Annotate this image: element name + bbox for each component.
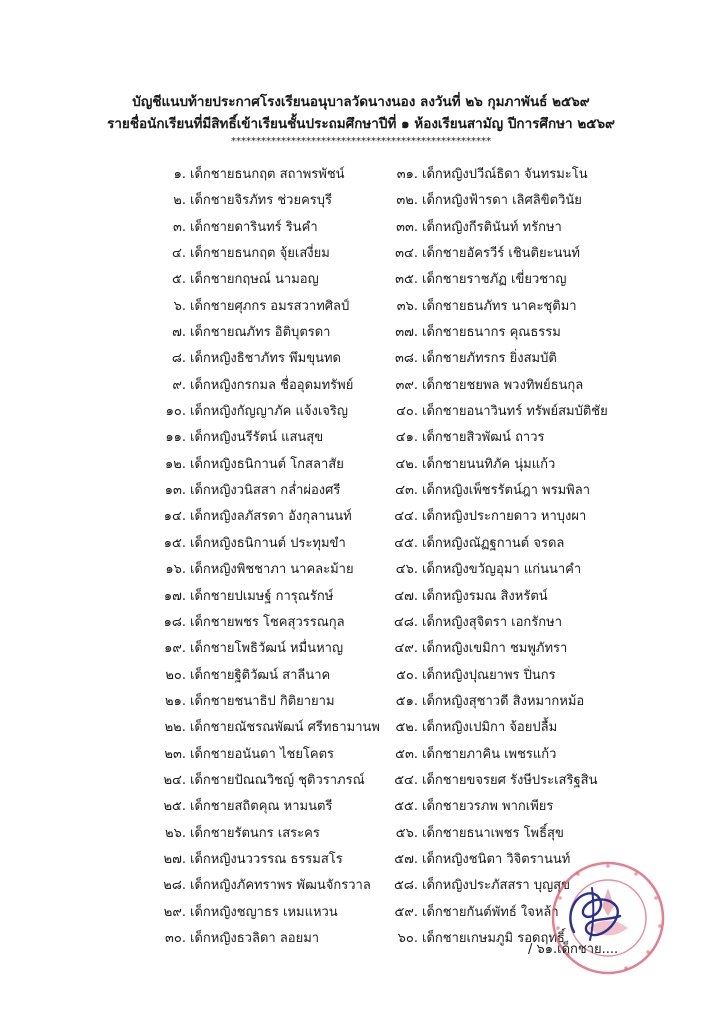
student-name: เด็กชายธนาเพชร โพธิ์สุข xyxy=(422,825,564,841)
student-row xyxy=(140,399,380,425)
student-row xyxy=(140,768,380,794)
student-name: เด็กหญิงนววรรณ ธรรมสโร xyxy=(190,851,343,867)
student-name: เด็กชายสิวพัฒน์ ถาวร xyxy=(422,430,545,446)
student-number: ๒. xyxy=(173,193,186,209)
student-number: ๙. xyxy=(172,377,186,393)
student-row xyxy=(140,294,380,320)
student-name: เด็กหญิงกรกมล ชื่ออุดมทรัพย์ xyxy=(190,377,354,393)
student-row xyxy=(368,584,668,610)
student-row xyxy=(140,557,380,583)
student-row xyxy=(368,162,668,188)
student-name: เด็กชายธนกฤต จุ้ยเสงี่ยม xyxy=(190,246,330,262)
student-row xyxy=(140,241,380,267)
announcement-title: บัญชีแนบท้ายประกาศโรงเรียนอนุบาลวัดนางนอง ลงวันที่ ๒๖ กุมภาพันธ์ ๒๕๖๙ xyxy=(132,94,590,110)
student-name: เด็กหญิงประกายดาว หาบุงผา xyxy=(422,509,587,525)
student-name: เด็กชายอนันดา ไชยโคตร xyxy=(190,746,335,762)
student-row xyxy=(368,320,668,346)
student-number: ๓๒. xyxy=(396,193,418,209)
student-row xyxy=(368,294,668,320)
student-row xyxy=(140,267,380,293)
student-row xyxy=(140,636,380,662)
student-number: ๔๘. xyxy=(393,614,418,630)
student-number: ๔๑. xyxy=(395,430,418,446)
student-number: ๕๘. xyxy=(393,878,418,894)
student-number: ๕๓. xyxy=(395,746,418,762)
student-number: ๑๗. xyxy=(163,588,186,604)
student-row xyxy=(368,531,668,557)
student-name: เด็กชายศุภกร อมรสวาทศิลป์ xyxy=(190,298,350,314)
student-name: เด็กหญิงเพ็ชรรัตน์ฎา พรมพิลา xyxy=(422,483,590,499)
student-row xyxy=(140,346,380,372)
student-number: ๔๕. xyxy=(394,535,418,551)
student-row xyxy=(140,715,380,741)
student-row xyxy=(368,768,668,794)
student-row xyxy=(140,900,380,926)
student-name: เด็กชายวรภพ พากเพียร xyxy=(422,799,554,815)
student-number: ๔๒. xyxy=(395,456,418,472)
student-number: ๑๘. xyxy=(163,614,186,630)
student-number: ๓๐. xyxy=(165,930,186,946)
student-number: ๑๒. xyxy=(165,456,186,472)
student-row xyxy=(140,742,380,768)
student-name: เด็กหญิงณัฏฐกานต์ จรดล xyxy=(422,535,565,551)
student-name: เด็กหญิงปวีณ์ธิดา จันทรมะโน xyxy=(422,167,588,182)
student-number: ๔๐. xyxy=(396,404,418,420)
student-number: ๑๑. xyxy=(165,430,186,446)
student-number: ๕๒. xyxy=(395,720,418,736)
student-number: ๒๗. xyxy=(163,851,186,867)
student-row xyxy=(140,794,380,820)
student-name: เด็กหญิงสุจิตรา เอกรักษา xyxy=(422,614,563,630)
student-name: เด็กหญิงรมณ สิงหรัตน์ xyxy=(422,588,548,604)
student-name: เด็กหญิงภัคทราพร พัฒนจักรวาล xyxy=(190,878,371,894)
student-number: ๓. xyxy=(172,219,186,235)
student-number: ๔. xyxy=(172,246,186,262)
continuation-note: / ๖๑.เด็กชาย.... xyxy=(528,942,619,957)
student-row xyxy=(368,478,668,504)
student-name: เด็กหญิงลภัสรดา อังกุลานนท์ xyxy=(190,509,352,525)
student-row xyxy=(368,715,668,741)
student-number: ๕๙. xyxy=(394,904,418,920)
student-name: เด็กหญิงวนิสสา กล่ำผ่องศรี xyxy=(190,483,341,499)
student-row xyxy=(368,742,668,768)
student-list-left xyxy=(140,162,380,952)
student-name: เด็กชายดารินทร์ รินคำ xyxy=(190,219,318,235)
student-number: ๑๔. xyxy=(163,509,186,525)
student-number: ๕๕. xyxy=(394,799,418,815)
student-name: เด็กชายกฤษณ์ นามอญ xyxy=(190,272,319,288)
student-number: ๒๔. xyxy=(163,772,186,788)
student-row xyxy=(140,873,380,899)
student-row xyxy=(368,452,668,478)
student-name: เด็กชายสถิตคุณ หามนตรี xyxy=(190,799,333,815)
student-number: ๕๐. xyxy=(396,667,418,683)
student-number: ๖๐. xyxy=(397,930,418,946)
student-name: เด็กหญิงปุณยาพร ปิ่นกร xyxy=(422,667,556,683)
student-number: ๓๘. xyxy=(394,351,418,367)
student-number: ๑๙. xyxy=(164,641,186,657)
student-name: เด็กชายณัชรณพัฒน์ ศรีทธามานพ xyxy=(189,720,380,736)
student-row xyxy=(368,821,668,847)
student-name: เด็กหญิงธนิกานต์ ประทุมขำ xyxy=(190,535,346,551)
student-number: ๔๗. xyxy=(394,588,418,604)
student-row xyxy=(140,531,380,557)
student-number: ๔๙. xyxy=(394,641,418,657)
student-number: ๒๖. xyxy=(165,825,186,841)
student-row xyxy=(368,557,668,583)
student-name: เด็กชายนนทิภัค นุ่มแก้ว xyxy=(422,456,556,472)
student-row xyxy=(368,267,668,293)
student-name: เด็กหญิงเปมิกา จ้อยปลื้ม xyxy=(422,720,558,736)
student-name: เด็กชายโพธิวัฒน์ หมื่นหาญ xyxy=(190,641,344,657)
student-name: เด็กชายภัทรกร ยิ่งสมบัติ xyxy=(422,351,557,367)
student-number: ๓๖. xyxy=(396,298,418,314)
student-row xyxy=(368,504,668,530)
student-row xyxy=(140,188,380,214)
student-row xyxy=(140,425,380,451)
student-row xyxy=(368,610,668,636)
student-name: เด็กชายกันต์พัทธ์ ใจหล้า xyxy=(422,904,559,920)
student-number: ๑. xyxy=(173,167,186,182)
student-name: เด็กชายปัณณวิชญ์ ชุติวราภรณ์ xyxy=(190,772,365,788)
student-number: ๕. xyxy=(172,272,186,288)
student-name: เด็กชายธนกฤต สถาพรพัชน์ xyxy=(190,167,345,182)
student-number: ๗. xyxy=(172,325,186,341)
student-name: เด็กหญิงธนิกานต์ โกสลาสัย xyxy=(190,456,344,472)
student-number: ๓๙. xyxy=(395,377,418,393)
student-row xyxy=(140,373,380,399)
student-number: ๕๗. xyxy=(394,851,418,867)
student-number: ๒๘. xyxy=(163,878,186,894)
student-row xyxy=(368,689,668,715)
student-number: ๑๕. xyxy=(163,535,186,551)
student-row xyxy=(140,926,380,952)
student-number: ๑๓. xyxy=(164,483,186,499)
student-row xyxy=(140,689,380,715)
student-name: เด็กชายราชภัฏ เขี่ยวชาญ xyxy=(422,272,567,288)
student-list-right xyxy=(368,162,668,952)
student-number: ๔๔. xyxy=(394,509,418,525)
student-name: เด็กหญิงชญาธร เหมแหวน xyxy=(190,904,338,920)
student-number: ๒๑. xyxy=(165,693,186,709)
student-name: เด็กหญิงธวลิดา ลอยมา xyxy=(190,930,320,946)
student-name: เด็กชายอนาวินทร์ ทรัพย์สมบัติชัย xyxy=(422,404,608,420)
student-name: เด็กชายเกษมภูมิ รอดฤทธิ์ xyxy=(422,930,565,946)
student-name: เด็กชายปเมษฐ์ การุณรักษ์ xyxy=(190,588,334,604)
student-number: ๒๒. xyxy=(164,720,186,736)
student-name: เด็กหญิงขวัญอุมา แก่นนาคำ xyxy=(422,562,582,578)
student-number: ๘. xyxy=(171,351,186,367)
student-row xyxy=(368,636,668,662)
student-row xyxy=(140,478,380,504)
student-name: เด็กชายจิรภัทร ช่วยครบุรี xyxy=(190,193,333,209)
student-row xyxy=(140,847,380,873)
student-name: เด็กหญิงชนิตา วิจิตรานนท์ xyxy=(422,851,571,867)
student-number: ๑๖. xyxy=(165,562,186,578)
student-number: ๓๑. xyxy=(396,167,418,182)
student-number: ๖. xyxy=(173,298,186,314)
student-row xyxy=(368,188,668,214)
student-row xyxy=(368,241,668,267)
student-number: ๓๓. xyxy=(396,219,418,235)
student-row xyxy=(140,610,380,636)
student-name: เด็กชายภาคิน เพชรแก้ว xyxy=(422,746,557,762)
student-row xyxy=(368,663,668,689)
student-number: ๕๑. xyxy=(395,693,418,709)
student-name: เด็กชายรัตนกร เสระคร xyxy=(190,825,320,841)
student-name: เด็กชายณภัทร อิติบุตรดา xyxy=(190,325,331,341)
student-number: ๒๓. xyxy=(164,746,186,762)
student-name: เด็กหญิงสุชาวดี สิงหมากหม้อ xyxy=(422,693,585,709)
student-row xyxy=(140,452,380,478)
student-row xyxy=(140,663,380,689)
student-name: เด็กหญิงเขมิกา ชมพูภัทรา xyxy=(422,641,568,657)
student-name: เด็กหญิงฟ้ารดา เลิศลิขิตวินัย xyxy=(422,193,582,209)
student-name: เด็กหญิงกัญญาภัค แจ้งเจริญ xyxy=(190,404,348,420)
student-row xyxy=(368,399,668,425)
student-row xyxy=(140,162,380,188)
list-title: รายชื่อนักเรียนที่มีสิทธิ์เข้าเรียนชั้นประถมศึกษาปีที่ ๑ ห้องเรียนสามัญ ปีการศึกษา ๒๕๖๙ xyxy=(107,116,615,132)
student-name: เด็กหญิงกีรตินันท์ ทรักษา xyxy=(422,219,562,235)
student-name: เด็กชายอัครวีร์ เชินติยะนนท์ xyxy=(422,246,580,262)
student-name: เด็กชายธนภัทร นาคะชุติมา xyxy=(422,298,577,314)
student-number: ๓๔. xyxy=(395,246,418,262)
student-number: ๑๐. xyxy=(165,404,186,420)
student-name: เด็กหญิงพิชชาภา นาคละม้าย xyxy=(190,562,354,578)
student-name: เด็กหญิงนรีรัตน์ แสนสุข xyxy=(190,430,324,446)
student-number: ๕๔. xyxy=(394,772,418,788)
student-row xyxy=(368,346,668,372)
student-number: ๔๓. xyxy=(395,483,418,499)
student-row xyxy=(140,215,380,241)
separator-line: **************************************************** xyxy=(231,136,491,147)
student-name: เด็กชายชนาธิป กิติยายาม xyxy=(190,693,335,709)
student-row xyxy=(368,425,668,451)
student-number: ๕๖. xyxy=(395,825,418,841)
student-row xyxy=(140,584,380,610)
student-name: เด็กหญิงประภัสสรา บุญสุข xyxy=(422,878,570,894)
student-name: เด็กชายชยพล พวงทิพย์ธนกุล xyxy=(422,377,584,393)
student-name: เด็กชายพชร โชคสุวรรณกุล xyxy=(190,614,345,630)
student-name: เด็กหญิงธิชาภัทร พึมขุนทด xyxy=(190,351,341,367)
student-number: ๓๕. xyxy=(395,272,418,288)
student-row xyxy=(368,373,668,399)
student-name: เด็กชายฐิติวัฒน์ สาลีนาค xyxy=(190,667,331,683)
student-row xyxy=(140,821,380,847)
student-row xyxy=(368,215,668,241)
student-row xyxy=(140,504,380,530)
student-row xyxy=(140,320,380,346)
student-number: ๔๖. xyxy=(395,562,418,578)
student-number: ๒๐. xyxy=(165,667,186,683)
student-number: ๒๙. xyxy=(163,904,186,920)
student-number: ๓๗. xyxy=(395,325,418,341)
student-row xyxy=(368,794,668,820)
student-number: ๒๕. xyxy=(163,799,186,815)
student-name: เด็กชายขจรยศ รังษีประเสริฐสิน xyxy=(422,772,598,788)
student-name: เด็กชายธนากร คุณธรรม xyxy=(422,325,561,341)
